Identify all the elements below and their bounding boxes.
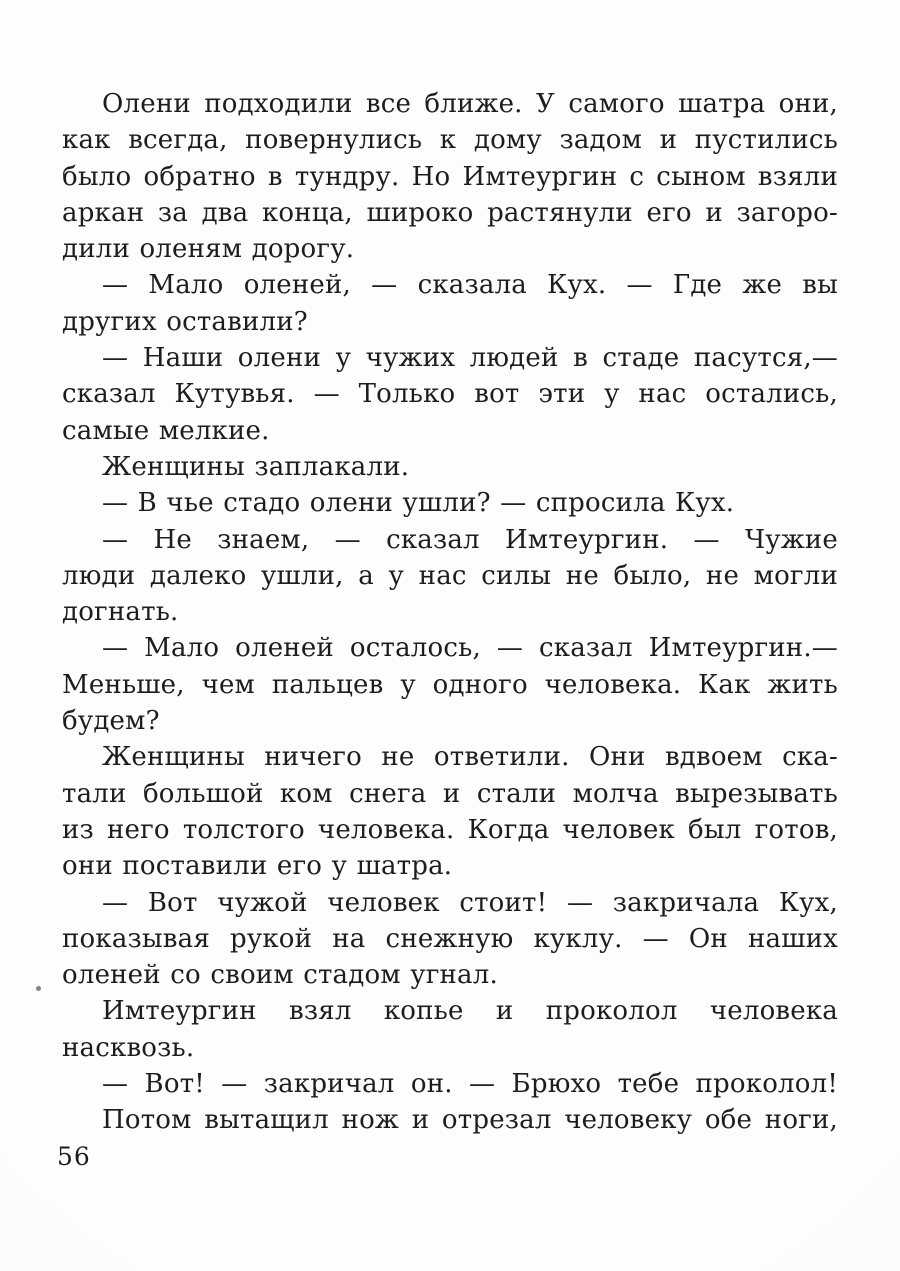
text-line: из него толстого человека. Когда человек был готов,: [62, 814, 838, 845]
paragraph: [62, 449, 838, 485]
paragraph: [62, 267, 838, 340]
text-line: люди далеко ушли, а у нас силы не было, не могли: [62, 560, 838, 591]
text-line: сказал Кутувья. — Только вот эти у нас остались,: [62, 379, 838, 410]
text-line: самые мелкие.: [62, 415, 270, 446]
text-line: — В чье стадо олени ушли? — спросила Кух.: [102, 488, 735, 519]
text-line: Олени подходили все ближе. У самого шатра они,: [102, 89, 838, 119]
text-line: показывая рукой на снежную куклу. — Он наших: [62, 923, 838, 954]
text-line: Имтеургин взял копье и проколол человека: [102, 996, 838, 1027]
text-line: насквозь.: [62, 1032, 195, 1063]
paragraph: [62, 885, 838, 994]
text-line: — Мало оленей осталось, — сказал Имтеургин.—: [102, 633, 838, 664]
text-column: [62, 86, 838, 1139]
paragraph: [62, 739, 838, 884]
paragraph: [62, 1102, 838, 1138]
text-line: Потом вытащил нож и отрезал человеку обе ноги,: [102, 1105, 838, 1136]
paragraph: [62, 522, 838, 631]
text-line: — Не знаем, — сказал Имтеургин. — Чужие: [102, 524, 838, 555]
text-line: они поставили его у шатра.: [62, 851, 453, 882]
text-line: Женщины заплакали.: [102, 451, 410, 482]
paragraph: [62, 86, 838, 267]
paragraph: [62, 993, 838, 1066]
text-line: — Вот чужой человек стоит! — закричала Кух,: [102, 887, 838, 918]
paragraph: [62, 630, 838, 739]
text-line: оленей со своим стадом угнал.: [62, 960, 498, 991]
text-line: будем?: [62, 706, 160, 737]
paragraph: [62, 340, 838, 449]
ink-speck: [36, 986, 41, 991]
text-line: — Вот! — закричал он. — Брюхо тебе проколол!: [102, 1069, 838, 1100]
text-line: догнать.: [62, 597, 179, 628]
text-line: аркан за два конца, широко растянули его и загоро-: [62, 197, 838, 228]
text-line: — Мало оленей, — сказала Кух. — Где же вы: [102, 270, 838, 301]
text-line: дили оленям дорогу.: [62, 234, 355, 265]
paragraph: [62, 485, 838, 521]
text-line: было обратно в тундру. Но Имтеургин с сыном взяли: [62, 161, 838, 192]
text-line: Меньше, чем пальцев у одного человека. Как жить: [62, 669, 838, 700]
text-line: тали большой ком снега и стали молча вырезывать: [62, 778, 838, 809]
text-line: Женщины ничего не ответили. Они вдвоем ска-: [102, 742, 838, 773]
text-line: — Наши олени у чужих людей в стаде пасутся,—: [102, 343, 838, 374]
page-number: 56: [57, 1142, 91, 1171]
paragraph: [62, 1066, 838, 1102]
text-line: как всегда, повернулись к дому задом и пустились: [62, 125, 838, 156]
text-line: других оставили?: [62, 306, 308, 337]
